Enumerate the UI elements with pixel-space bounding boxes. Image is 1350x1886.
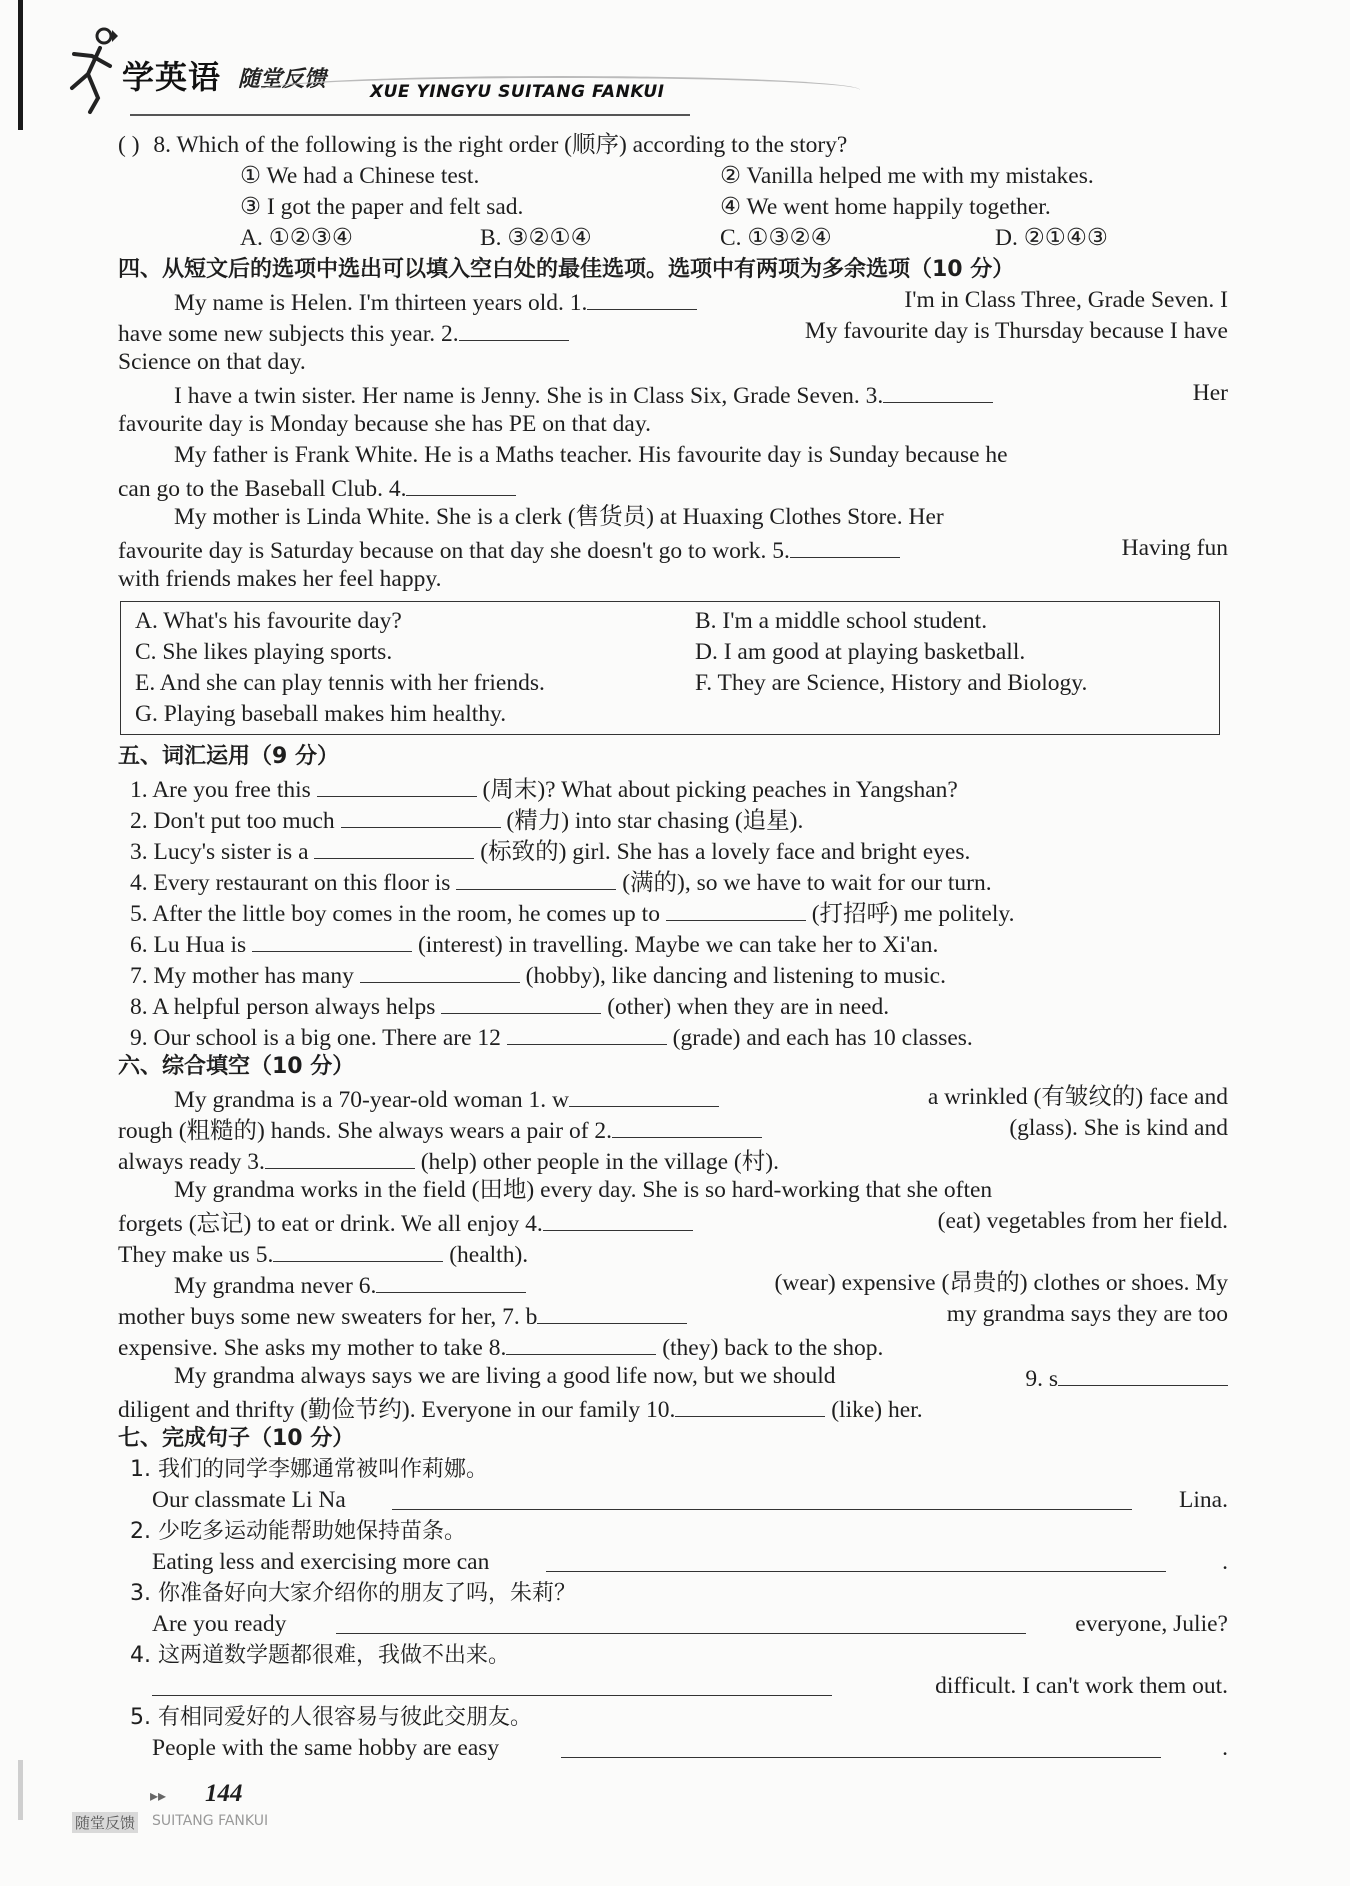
- sentence-prompt: 2. 少吃多运动能帮助她保持苗条。: [130, 1519, 466, 1544]
- cloze-line: [118, 1299, 1228, 1330]
- text: (打招呼) me politely.: [811, 901, 1015, 927]
- q8-statements-row1: [118, 161, 1228, 192]
- blank-number: 8.: [488, 1335, 507, 1361]
- vocab-blank[interactable]: [314, 834, 474, 859]
- text: 6. Lu Hua is: [130, 932, 247, 958]
- text: have some new subjects this year.: [118, 321, 436, 347]
- text: My name is Helen. I'm thirteen years old.: [174, 290, 564, 316]
- cloze-line: [118, 1082, 1228, 1113]
- section-5-title: 五、词汇运用（9 分）: [118, 744, 339, 769]
- text: mother buys some new sweaters for her,: [118, 1304, 497, 1330]
- option-d[interactable]: D. ②①④③: [995, 225, 1108, 251]
- text: Are you ready: [152, 1611, 287, 1637]
- choices-box: [120, 601, 1220, 735]
- q8-text: 8. Which of the following is the right order (顺序) according to the story?: [153, 132, 848, 158]
- cloze-blank-9[interactable]: [1058, 1361, 1228, 1386]
- blank-4[interactable]: [406, 471, 516, 496]
- vocab-item: [118, 834, 1228, 865]
- text: Eating less and exercising more can: [152, 1549, 490, 1575]
- page-edge-bottom: [18, 1760, 23, 1820]
- q8-options: [118, 223, 1228, 254]
- choice-b: B. I'm a middle school student.: [695, 608, 988, 634]
- sentence-blank[interactable]: [336, 1609, 1026, 1634]
- sentence-blank[interactable]: [152, 1671, 832, 1696]
- option-a[interactable]: A. ①②③④: [240, 225, 353, 251]
- text: 1. Are you free this: [130, 777, 311, 803]
- runner-logo-icon: [60, 26, 120, 116]
- blank-number: 2.: [441, 321, 459, 347]
- blank-1[interactable]: [587, 285, 697, 310]
- text: a wrinkled (有皱纹的) face and: [927, 1084, 1228, 1110]
- blank-number: 6.: [358, 1273, 377, 1299]
- sentence-answer-line: [118, 1547, 1228, 1578]
- cloze-line: [118, 1237, 1228, 1268]
- choice-d: D. I am good at playing basketball.: [695, 639, 1026, 665]
- cloze-line: [118, 1330, 1228, 1361]
- blank-number: 4.: [525, 1211, 543, 1237]
- vocab-blank[interactable]: [252, 927, 412, 952]
- text: everyone, Julie?: [1075, 1611, 1228, 1637]
- vocab-blank[interactable]: [441, 989, 601, 1014]
- passage-line: My father is Frank White. He is a Maths teacher. His favourite day is Sunday because he: [174, 442, 1008, 468]
- footer-label: 随堂反馈: [72, 1812, 138, 1833]
- text: (other) when they are in need.: [607, 994, 890, 1020]
- passage-line: [118, 285, 1228, 316]
- vocab-item: [118, 927, 1228, 958]
- cloze-blank-6[interactable]: [376, 1268, 526, 1293]
- text: (标致的) girl. She has a lovely face and bright eyes.: [480, 839, 971, 865]
- text: .: [1222, 1549, 1228, 1575]
- text: People with the same hobby are easy: [152, 1735, 500, 1761]
- text: My grandma never: [174, 1273, 353, 1299]
- sentence-answer-line: [118, 1733, 1228, 1764]
- page-content: [118, 130, 1228, 1764]
- text: I'm in Class Three, Grade Seven. I: [904, 287, 1228, 313]
- q8-statement: ① We had a Chinese test.: [240, 163, 480, 189]
- cloze-line: [118, 1144, 1228, 1175]
- q8-statements-row2: [118, 192, 1228, 223]
- q8-statement: ④ We went home happily together.: [720, 194, 1051, 220]
- passage-line: [118, 533, 1228, 564]
- option-b[interactable]: B. ③②①④: [480, 225, 592, 251]
- text: forgets (忘记) to eat or drink. We all enjoy: [118, 1211, 520, 1237]
- text: (like) her.: [831, 1397, 923, 1423]
- passage-line: with friends makes her feel happy.: [118, 566, 442, 592]
- section-4-title: 四、从短文后的选项中选出可以填入空白处的最佳选项。选项中有两项为多余选项（10 分）: [118, 257, 1015, 282]
- text: 7. My mother has many: [130, 963, 354, 989]
- cloze-blank-10[interactable]: [675, 1392, 825, 1417]
- sentence-blank[interactable]: [546, 1547, 1166, 1572]
- cloze-blank-7[interactable]: [537, 1299, 687, 1324]
- cloze-blank-3[interactable]: [265, 1144, 415, 1169]
- vocab-blank[interactable]: [456, 865, 616, 890]
- text: expensive. She asks my mother to take: [118, 1335, 483, 1361]
- text: (they) back to the shop.: [662, 1335, 884, 1361]
- blank-number: 5.: [255, 1242, 274, 1268]
- cloze-blank-8[interactable]: [506, 1330, 656, 1355]
- vocab-item: [118, 803, 1228, 834]
- choice-f: F. They are Science, History and Biology.: [695, 670, 1088, 696]
- section-6-title: 六、综合填空（10 分）: [118, 1054, 355, 1079]
- text: My favourite day is Thursday because I have: [804, 318, 1228, 344]
- text: (精力) into star chasing (追星).: [506, 808, 804, 834]
- cloze-blank-1[interactable]: [569, 1082, 719, 1107]
- section-7-title: 七、完成句子（10 分）: [118, 1426, 355, 1451]
- vocab-item: [118, 772, 1228, 803]
- vocab-item: [118, 896, 1228, 927]
- choice-e: E. And she can play tennis with her friends.: [135, 670, 545, 696]
- text: 9. Our school is a big one. There are 12: [130, 1025, 501, 1051]
- page-edge: [18, 0, 23, 130]
- q8-statement: ② Vanilla helped me with my mistakes.: [720, 163, 1094, 189]
- text: My grandma always says we are living a good life now, but we should: [174, 1363, 836, 1389]
- header-title: 学英语: [122, 58, 222, 96]
- text: (help) other people in the village (村).: [420, 1149, 779, 1175]
- blank-number: 3.: [865, 383, 884, 409]
- blank-number: 1. w: [528, 1087, 570, 1113]
- header-subtitle: 随堂反馈: [238, 67, 327, 92]
- passage-line: Science on that day.: [118, 349, 306, 375]
- cloze-line: [118, 1268, 1228, 1299]
- text: (eat) vegetables from her field.: [937, 1208, 1228, 1234]
- vocab-item: [118, 989, 1228, 1020]
- text: 4. Every restaurant on this floor is: [130, 870, 451, 896]
- text: They make us: [118, 1242, 250, 1268]
- blank-2[interactable]: [459, 316, 569, 341]
- text: (glass). She is kind and: [1009, 1115, 1228, 1141]
- passage-line: [118, 378, 1228, 409]
- vocab-item: [118, 865, 1228, 896]
- vocab-blank[interactable]: [317, 772, 477, 797]
- header-rule: [130, 114, 690, 116]
- text: favourite day is Saturday because on that day she doesn't go to work.: [118, 538, 767, 564]
- blank-number: 5.: [772, 538, 790, 564]
- cloze-line: [118, 1361, 1228, 1392]
- text: diligent and thrifty (勤俭节约). Everyone in our family: [118, 1397, 641, 1423]
- passage-line: [118, 316, 1228, 347]
- page-arrow-icon: ▸▸: [150, 1788, 167, 1805]
- passage-line: favourite day is Monday because she has PE on that day.: [118, 411, 651, 437]
- text: 2. Don't put too much: [130, 808, 335, 834]
- header-english: XUE YINGYU SUITANG FANKUI: [370, 82, 665, 102]
- text: (health).: [449, 1242, 529, 1268]
- blank-number: 4.: [388, 476, 407, 502]
- sentence-prompt: 4. 这两道数学题都很难，我做不出来。: [130, 1643, 510, 1668]
- text: rough (粗糙的) hands. She always wears a pair of: [118, 1118, 589, 1144]
- page-header: [60, 18, 1300, 118]
- vocab-blank[interactable]: [666, 896, 806, 921]
- cloze-blank-5[interactable]: [273, 1237, 443, 1262]
- text: Having fun: [1121, 535, 1228, 561]
- text: (满的), so we have to wait for our turn.: [622, 870, 992, 896]
- sentence-answer-line: [118, 1609, 1228, 1640]
- text: (hobby), like dancing and listening to music.: [525, 963, 946, 989]
- vocab-blank[interactable]: [341, 803, 501, 828]
- vocab-item: [118, 1020, 1228, 1051]
- blank-number: 9. s: [1025, 1366, 1058, 1392]
- blank-5[interactable]: [790, 533, 900, 558]
- text: can go to the Baseball Club.: [118, 476, 383, 502]
- text: (wear) expensive (昂贵的) clothes or shoes. My: [774, 1270, 1228, 1296]
- choice-g: G. Playing baseball makes him healthy.: [135, 701, 507, 727]
- cloze-line: [118, 1392, 1228, 1423]
- footer-english: SUITANG FANKUI: [152, 1813, 269, 1829]
- text: Her: [1192, 380, 1228, 406]
- text: Lina.: [1179, 1487, 1228, 1513]
- text: (周末)? What about picking peaches in Yangshan?: [482, 777, 958, 803]
- choice-c: C. She likes playing sports.: [135, 639, 393, 665]
- text: .: [1222, 1735, 1228, 1761]
- text: Our classmate Li Na: [152, 1487, 346, 1513]
- vocab-blank[interactable]: [360, 958, 520, 983]
- blank-3[interactable]: [883, 378, 993, 403]
- blank-number: 7. b: [502, 1304, 538, 1330]
- sentence-prompt: 3. 你准备好向大家介绍你的朋友了吗，朱莉？: [130, 1581, 576, 1606]
- sentence-answer-line: [118, 1485, 1228, 1516]
- passage-line: [118, 471, 1228, 502]
- option-c[interactable]: C. ①③②④: [720, 225, 832, 251]
- cloze-blank-4[interactable]: [543, 1206, 693, 1231]
- text: difficult. I can't work them out.: [935, 1673, 1228, 1699]
- text: I have a twin sister. Her name is Jenny. She is in Class Six, Grade Seven.: [174, 383, 860, 409]
- cloze-line: [118, 1206, 1228, 1237]
- blank-number: 10.: [645, 1397, 676, 1423]
- text: (interest) in travelling. Maybe we can take her to Xi'an.: [417, 932, 939, 958]
- cloze-line: My grandma works in the field (田地) every day. She is so hard-working that she often: [174, 1177, 993, 1203]
- page-number: 144: [205, 1780, 243, 1807]
- vocab-item: [118, 958, 1228, 989]
- q8-statement: ③ I got the paper and felt sad.: [240, 194, 524, 220]
- passage-line: My mother is Linda White. She is a clerk (售货员) at Huaxing Clothes Store. Her: [174, 504, 944, 530]
- text: always ready: [118, 1149, 242, 1175]
- blank-number: 3.: [247, 1149, 265, 1175]
- sentence-blank[interactable]: [392, 1485, 1132, 1510]
- cloze-line: [118, 1113, 1228, 1144]
- blank-number: 1.: [569, 290, 588, 316]
- sentence-prompt: 1. 我们的同学李娜通常被叫作莉娜。: [130, 1457, 488, 1482]
- text: 3. Lucy's sister is a: [130, 839, 309, 865]
- blank-number: 2.: [594, 1118, 613, 1144]
- sentence-prompt: 5. 有相同爱好的人很容易与彼此交朋友。: [130, 1705, 532, 1730]
- answer-paren[interactable]: ( ): [118, 132, 140, 158]
- text: (grade) and each has 10 classes.: [672, 1025, 973, 1051]
- vocab-blank[interactable]: [507, 1020, 667, 1045]
- sentence-blank[interactable]: [561, 1733, 1161, 1758]
- choice-a: A. What's his favourite day?: [135, 608, 402, 634]
- sentence-answer-line: [118, 1671, 1228, 1702]
- text: My grandma is a 70-year-old woman: [174, 1087, 523, 1113]
- text: 5. After the little boy comes in the room, he comes up to: [130, 901, 660, 927]
- cloze-blank-2[interactable]: [612, 1113, 762, 1138]
- text: my grandma says they are too: [946, 1301, 1228, 1327]
- text: 8. A helpful person always helps: [130, 994, 436, 1020]
- q8-stem: [118, 130, 1228, 161]
